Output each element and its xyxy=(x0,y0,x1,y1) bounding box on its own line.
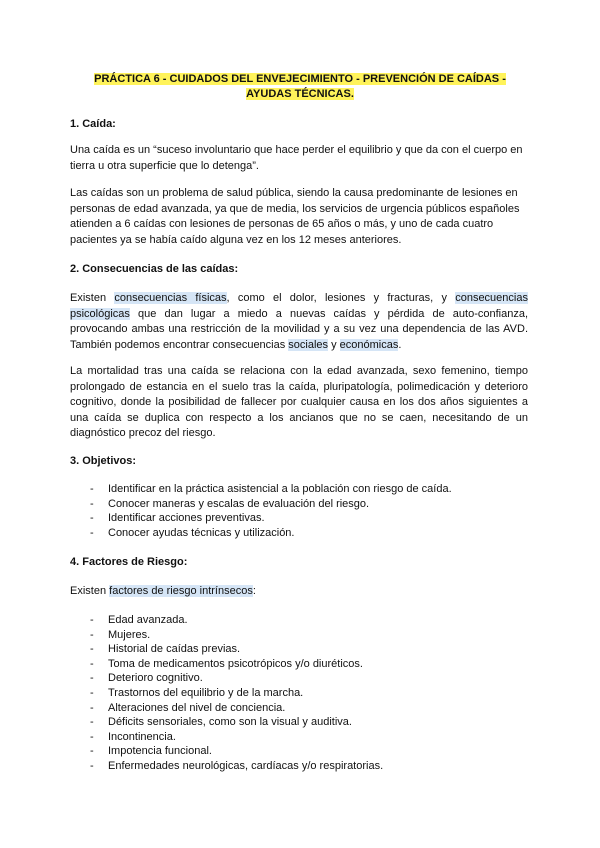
section-4-heading: 4. Factores de Riesgo: xyxy=(70,556,188,568)
section-3-heading: 3. Objetivos: xyxy=(70,455,137,467)
objectives-list xyxy=(70,482,530,540)
list-item: - Déficits sensoriales, como son la visual y auditiva. xyxy=(90,716,352,729)
list-item: - Identificar acciones preventivas. xyxy=(90,512,265,525)
section-4-intro: Existen factores de riesgo intrínsecos: xyxy=(70,585,256,597)
document-title xyxy=(70,72,530,102)
list-item: - Mujeres. xyxy=(90,628,151,641)
title-line-2: AYUDAS TÉCNICAS. xyxy=(246,88,354,100)
section-2-paragraph-1: Existen consecuencias físicas, como el dolor, lesiones y fracturas, y consecuencias psicológicas que dan lugar a miedo a nuevas caídas y pérdida de auto-confianza, provocando ambas una restricción de la movilidad y a su vez una dependencia de las AVD. También podemos encontrar consecuencias sociales y económicas. xyxy=(70,292,528,351)
highlight-sociales: sociales xyxy=(288,338,329,351)
list-item: - Deterioro cognitivo. xyxy=(90,672,203,685)
section-1-heading: 1. Caída: xyxy=(70,118,116,130)
list-item: - Toma de medicamentos psicotrópicos y/o diuréticos. xyxy=(90,657,363,670)
list-item: - Impotencia funcional. xyxy=(90,745,212,758)
section-2-paragraph-2: La mortalidad tras una caída se relaciona con la edad avanzada, sexo femenino, tiempo prolongado de estancia en el suelo tras la caída, pluripatología, polimedicación y deterioro cognitivo, donde la posibilidad de fallecer por cualquier causa en los dos años siguientes a una caída se duplica con respecto a los ancianos que no se caen, necesitando de un diagnóstico precoz del riesgo. xyxy=(70,365,528,440)
highlight-factores-intrinsecos: factores de riesgo intrínsecos xyxy=(109,585,253,597)
risk-factors-list xyxy=(70,613,530,774)
list-item: - Identificar en la práctica asistencial a la población con riesgo de caída. xyxy=(90,483,452,495)
list-item: - Historial de caídas previas. xyxy=(90,643,241,656)
list-item: - Enfermedades neurológicas, cardíacas y/o respiratorias. xyxy=(90,759,384,772)
section-1-paragraph-2: Las caídas son un problema de salud pública, siendo la causa predominante de lesiones en personas de edad avanzada, ya que de media, los servicios de urgencia públicos españoles atienden a 6 caídas con lesiones de personas de 65 años o más, y uno de cada cuatro pacientes ya se había caído alguna vez en los 12 meses anteriores. xyxy=(70,187,520,246)
list-item: - Incontinencia. xyxy=(90,730,176,743)
list-item: - Trastornos del equilibrio y de la marcha. xyxy=(90,686,304,699)
highlight-consecuencias-psicologicas: consecuencias psicológicas xyxy=(70,292,528,320)
section-1-paragraph-1: Una caída es un “suceso involuntario que hace perder el equilibrio y que da con el cuerpo en tierra u otra superficie que lo detenga”. xyxy=(70,144,523,172)
list-item: - Alteraciones del nivel de conciencia. xyxy=(90,701,286,714)
highlight-consecuencias-fisicas: consecuencias físicas xyxy=(114,292,227,304)
title-line-1: PRÁCTICA 6 - CUIDADOS DEL ENVEJECIMIENTO - PREVENCIÓN DE CAÍDAS - xyxy=(94,73,506,85)
list-item: - Edad avanzada. xyxy=(90,614,188,626)
highlight-economicas: económicas xyxy=(339,338,399,351)
list-item: - Conocer ayudas técnicas y utilización. xyxy=(90,526,295,539)
section-2-heading: 2. Consecuencias de las caídas: xyxy=(70,263,239,275)
list-item: - Conocer maneras y escalas de evaluación del riesgo. xyxy=(90,497,370,510)
